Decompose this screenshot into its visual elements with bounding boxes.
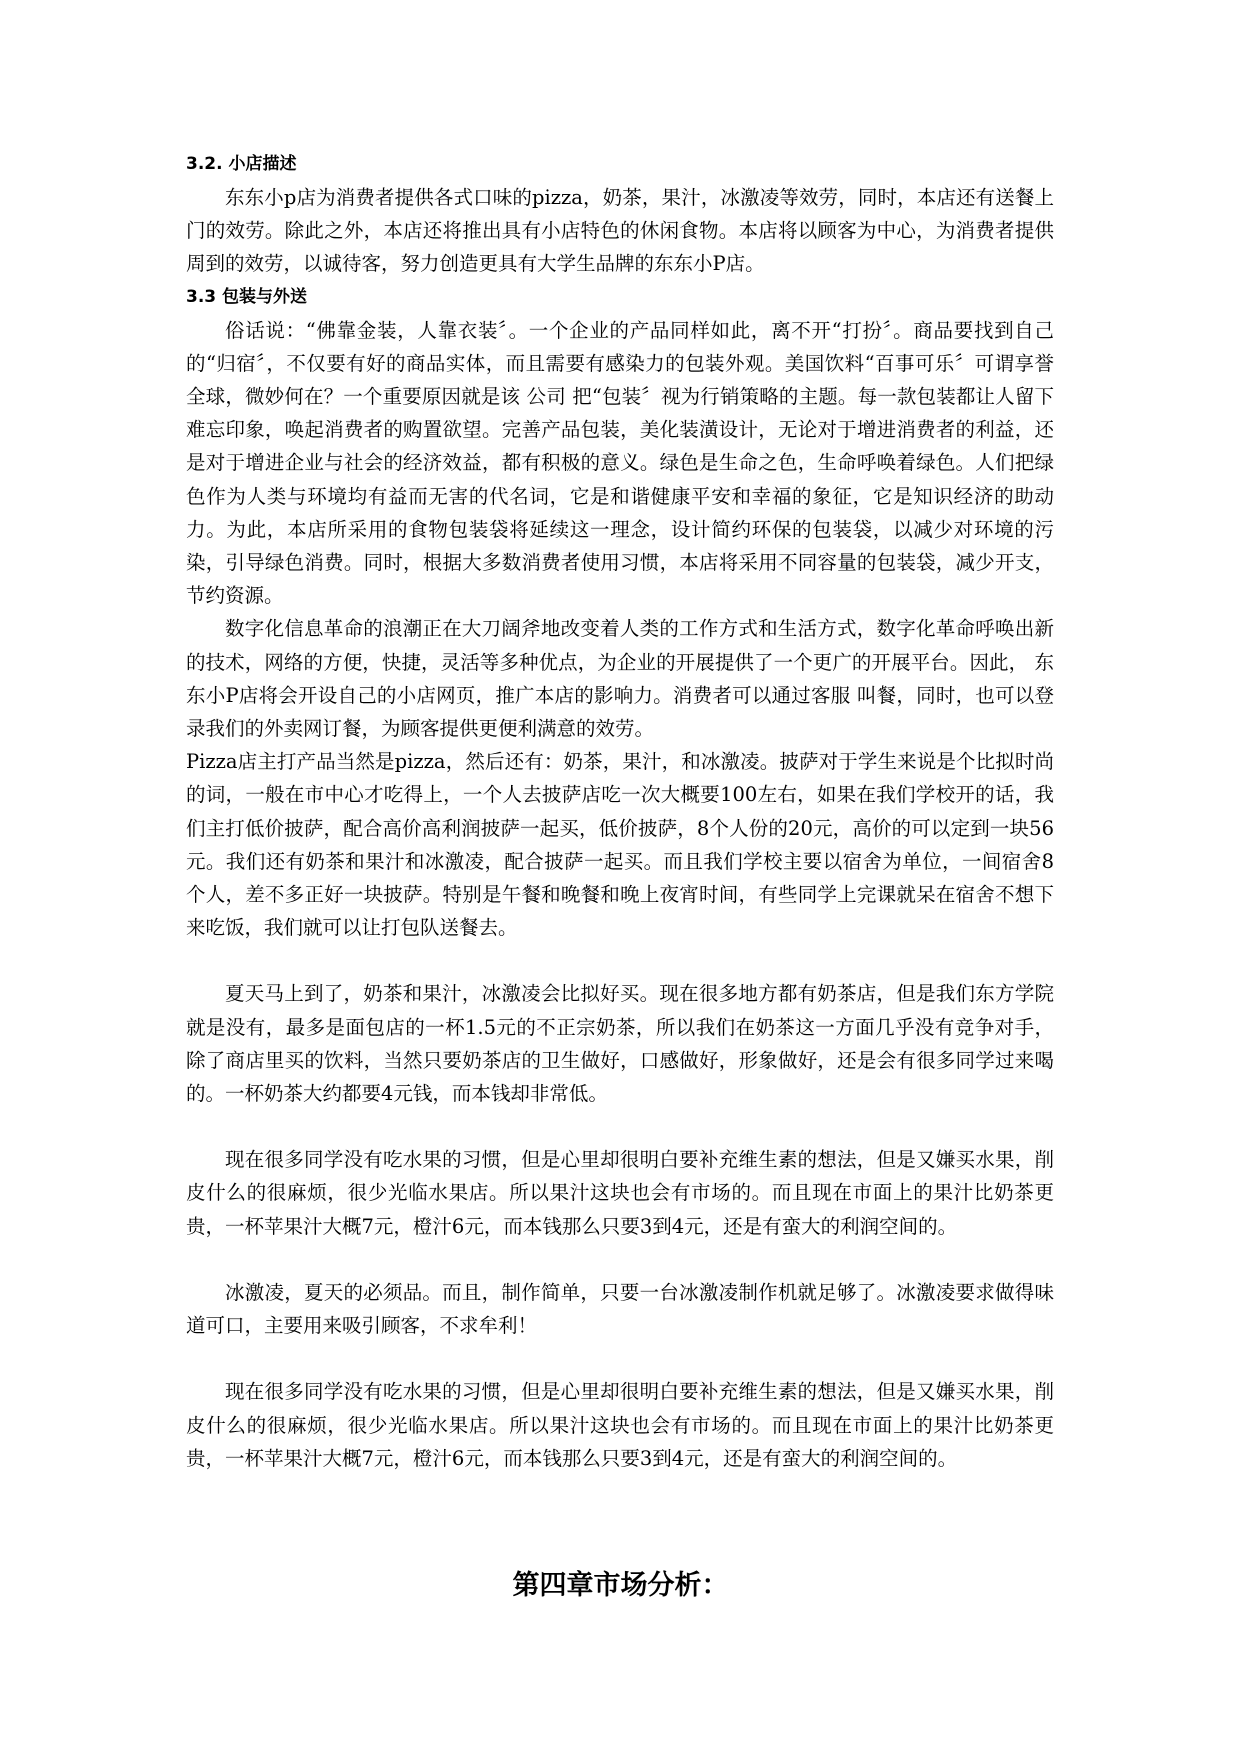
paragraph-digital-ordering: 数字化信息革命的浪潮正在大刀阔斧地改变着人类的工作方式和生活方式，数字化革命呼唤出新的技术，网络的方便，快捷，灵活等多种优点，为企业的开展提供了一个更广的开展平台。因此， 东东小P店将会开设自己的小店网页，推广本店的影响力。消费者可以通过客服 叫餐，同时，也可以登录我们的外卖网订餐，为顾客提供更便利满意的效劳。 — [186, 617, 1054, 741]
document-page — [186, 148, 1054, 1475]
paragraph-packaging: 俗话说：“佛靠金装，人靠衣装〞。一个企业的产品同样如此，离不开“打扮〞。商品要找到自己的“归宿〞，不仅要有好的商品实体，而且需要有感染力的包装外观。美国饮料“百事可乐〞可谓享誉全球，微妙何在？一个重要原因就是该 公司 把“包装〞视为行销策略的主题。每一款包装都让人留下难忘印象，唤起消费者的购置欲望。完善产品包装，美化装潢设计，无论对于增进消费者的利益，还是对于增进企业与社会的经济效益，都有积极的意义。绿色是生命之色，生命呼唤着绿色。人们把绿色作为人类与环境均有益而无害的代名词，它是和谐健康平安和幸福的象征，它是知识经济的助动力。为此，本店所采用的食物包装袋将延续这一理念，设计简约环保的包装袋，以减少对环境的污染，引导绿色消费。同时，根据大多数消费者使用习惯，本店将采用不同容量的包装袋，减少开支，节约资源。 — [186, 318, 1054, 608]
paragraph-pizza-products: Pizza店主打产品当然是pizza，然后还有：奶茶，果汁，和冰激凌。披萨对于学生来说是个比拟时尚的词，一般在市中心才吃得上，一个人去披萨店吃一次大概要100左右，如果在我们学校开的话，我们主打低价披萨，配合高价高利润披萨一起买，低价披萨，8个人份的20元，高价的可以定到一块56元。我们还有奶茶和果汁和冰激凌，配合披萨一起买。而且我们学校主要以宿舍为单位，一间宿舍8个人，差不多正好一块披萨。特别是午餐和晚餐和晚上夜宵时间，有些同学上完课就呆在宿舍不想下来吃饭，我们就可以让打包队送餐去。 — [186, 750, 1054, 940]
paragraph-milk-tea: 夏天马上到了，奶茶和果汁，冰激凌会比拟好买。现在很多地方都有奶茶店，但是我们东方学院就是没有，最多是面包店的一杯1.5元的不正宗奶茶，所以我们在奶茶这一方面几乎没有竞争对手，除了商店里买的饮料，当然只要奶茶店的卫生做好，口感做好，形象做好，还是会有很多同学过来喝的。一杯奶茶大约都要4元钱，而本钱却非常低。 — [186, 982, 1054, 1106]
paragraph-fruit-juice-repeat: 现在很多同学没有吃水果的习惯，但是心里却很明白要补充维生素的想法，但是又嫌买水果，削皮什么的很麻烦，很少光临水果店。所以果汁这块也会有市场的。而且现在市面上的果汁比奶茶更贵，一杯苹果汁大概7元，橙汁6元，而本钱那么只要3到4元，还是有蛮大的利润空间的。 — [186, 1380, 1054, 1470]
paragraph-fruit-juice: 现在很多同学没有吃水果的习惯，但是心里却很明白要补充维生素的想法，但是又嫌买水果，削皮什么的很麻烦，很少光临水果店。所以果汁这块也会有市场的。而且现在市面上的果汁比奶茶更贵，一杯苹果汁大概7元，橙汁6元，而本钱那么只要3到4元，还是有蛮大的利润空间的。 — [186, 1148, 1054, 1238]
chapter-title: 第四章市场分析： — [512, 1570, 729, 1601]
paragraph-ice-cream: 冰激凌，夏天的必须品。而且，制作简单，只要一台冰激凌制作机就足够了。冰激凌要求做得味道可口，主要用来吸引顾客，不求牟利！ — [186, 1280, 1054, 1338]
section-heading-3-3: 3.3 包装与外送 — [186, 286, 308, 307]
section-heading-3-2: 3.2. 小店描述 — [186, 154, 297, 174]
paragraph-shop-description: 东东小p店为消费者提供各式口味的pizza，奶茶，果汁，冰激凌等效劳，同时，本店还有送餐上门的效劳。除此之外，本店还将推出具有小店特色的休闲食物。本店将以顾客为中心，为消费者提供周到的效劳，以诚待客，努力创造更具有大学生品牌的东东小P店。 — [186, 186, 1054, 276]
